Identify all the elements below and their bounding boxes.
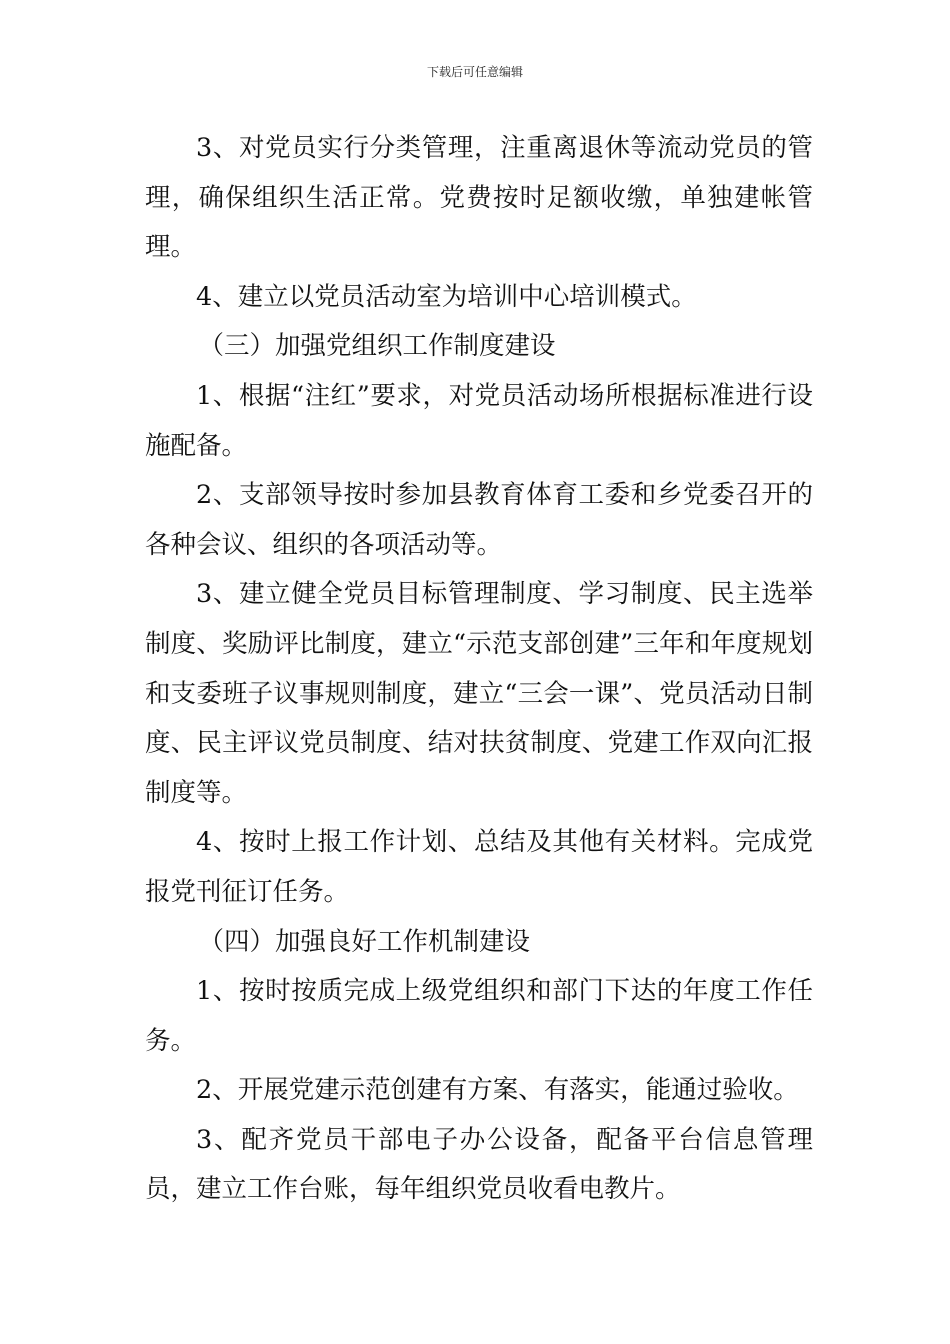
paragraph-2-meetings: 2、支部领导按时参加县教育体育工委和乡党委召开的各种会议、组织的各项活动等。 (145, 480, 813, 560)
paragraph-1-annual-tasks: 1、按时按质完成上级党组织和部门下达的年度工作任务。 (145, 976, 813, 1056)
paragraph-2-demonstration: 2、开展党建示范创建有方案、有落实，能通过验收。 (196, 1075, 799, 1106)
paragraph-4-training-center: 4、建立以党员活动室为培训中心培训模式。 (196, 281, 697, 312)
section-heading-3: （三）加强党组织工作制度建设 (198, 331, 556, 362)
paragraph-4-reports: 4、按时上报工作计划、总结及其他有关材料。完成党报党刊征订任务。 (145, 827, 813, 907)
paragraph-3-systems: 3、建立健全党员目标管理制度、学习制度、民主选举制度、奖励评比制度，建立“示范支部创建”三年和年度规划和支委班子议事规则制度，建立“三会一课”、党员活动日制度、民主评议党员制度、结对扶贫制度、党建工作双向汇报制度等。 (145, 579, 813, 808)
document-body (145, 124, 813, 1215)
paragraph-1-facilities: 1、根据“注红”要求，对党员活动场所根据标准进行设施配备。 (145, 380, 813, 461)
paragraph-3-office-equipment: 3、配齐党员干部电子办公设备，配备平台信息管理员，建立工作台账，每年组织党员收看电教片。 (145, 1124, 813, 1205)
section-heading-4: （四）加强良好工作机制建设 (198, 926, 531, 957)
page-header: 下载后可任意编辑 (426, 65, 523, 79)
paragraph-3-party-member-management: 3、对党员实行分类管理，注重离退休等流动党员的管理，确保组织生活正常。党费按时足额收缴，单独建帐管理。 (145, 133, 813, 263)
